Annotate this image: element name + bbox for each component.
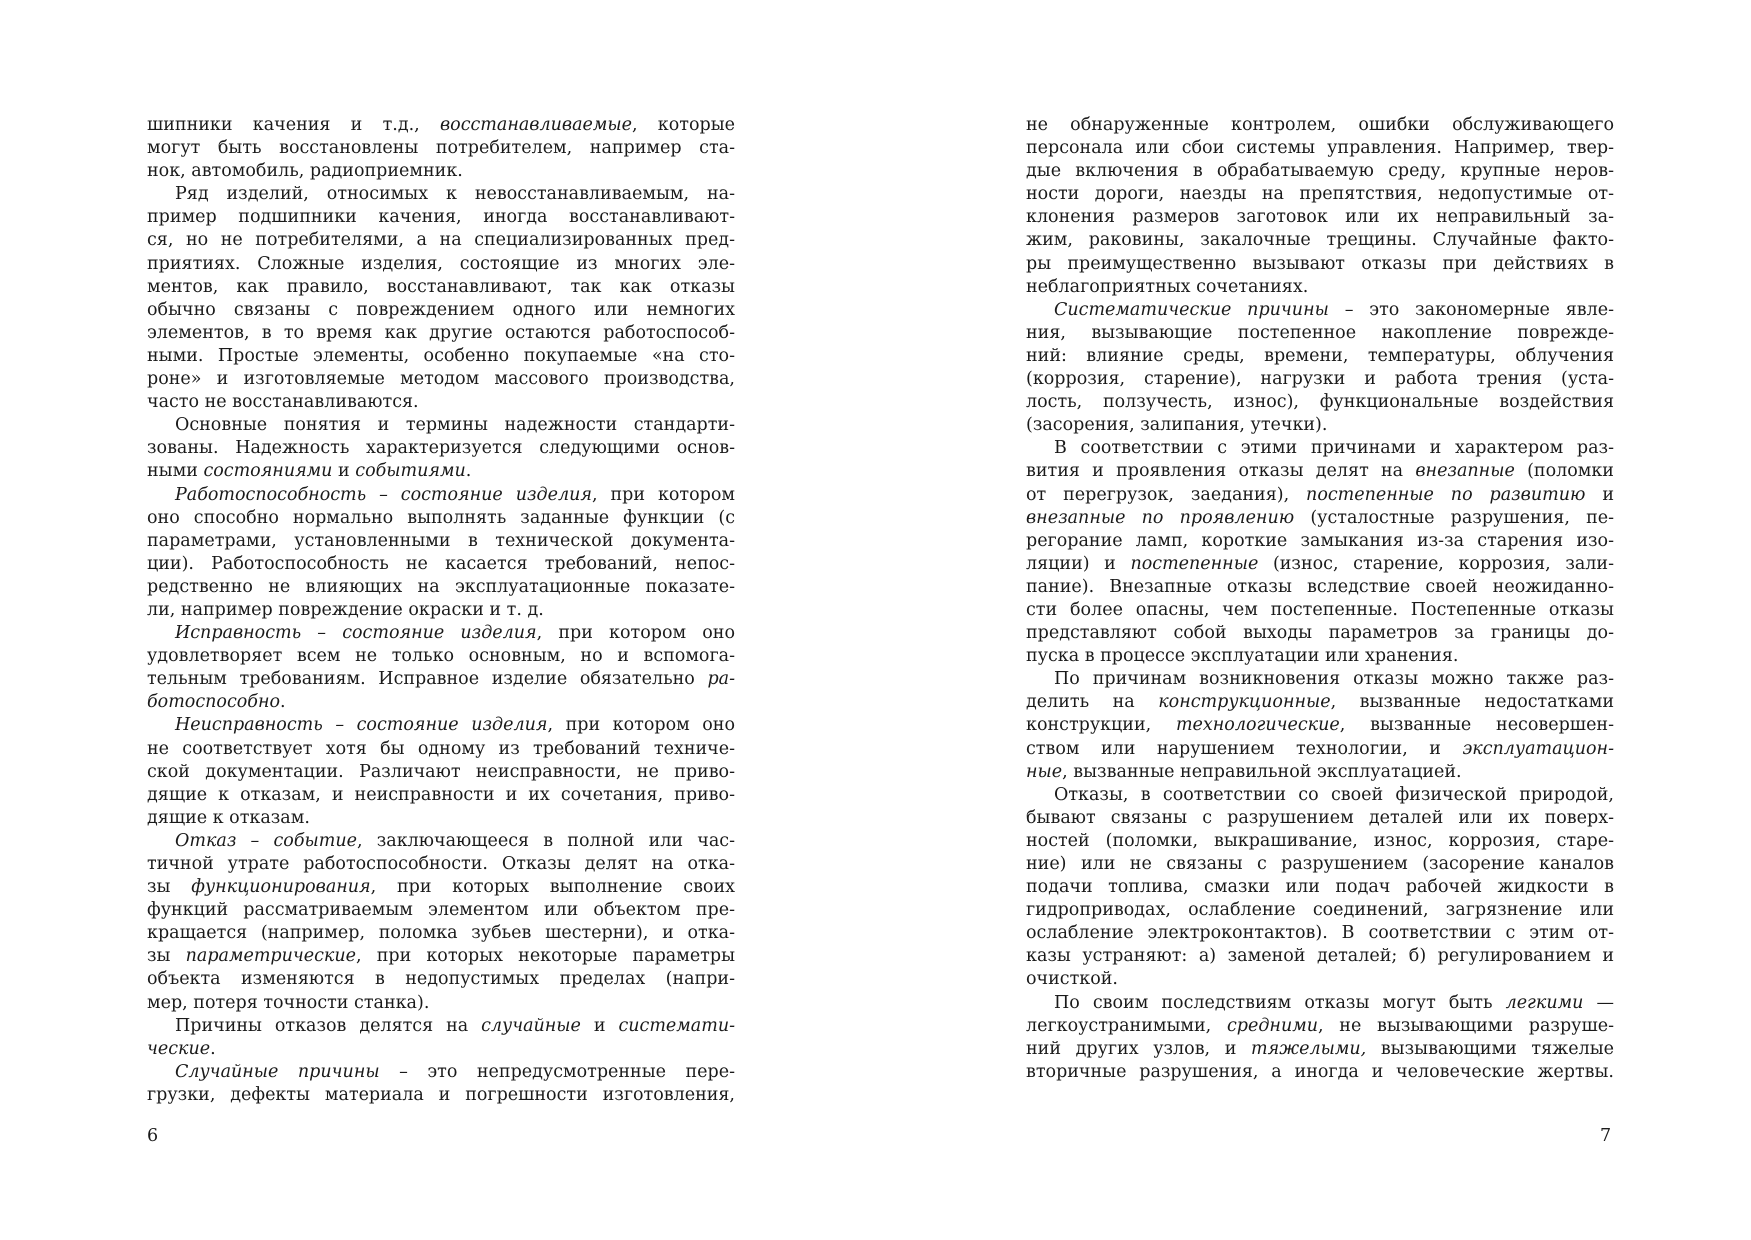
- text-run: объекта изменяются в недопустимых пределах (напри-: [147, 969, 735, 990]
- text-run: пуска в процессе эксплуатации или хранения.: [1026, 646, 1459, 667]
- text-line: [147, 299, 735, 322]
- text-run: гидроприводах, ослабление соединений, загрязнение или: [1026, 900, 1614, 921]
- text-run: не обнаруженные контролем, ошибки обслуживающего: [1026, 115, 1614, 135]
- text-line: [1026, 899, 1614, 922]
- text-run: ности дороги, наезды на препятствия, недопустимые от-: [1026, 184, 1614, 205]
- text-run: роне» и изготовляемые методом массового производства,: [147, 369, 735, 390]
- text-line: [147, 160, 735, 183]
- text-run: зы: [147, 877, 192, 898]
- text-line: [1026, 784, 1614, 807]
- text-line: [147, 484, 735, 507]
- text-line: [1026, 1061, 1614, 1084]
- text-line: [147, 622, 735, 645]
- text-line: [1026, 345, 1614, 368]
- text-line: [1026, 853, 1614, 876]
- text-line: [1026, 253, 1614, 276]
- text-run: ры преимущественно вызывают отказы при действиях в: [1026, 253, 1614, 274]
- text-run: .: [280, 692, 286, 713]
- text-run: Ряд изделий, относимых к невосстанавливаемым, на-: [175, 184, 735, 205]
- italic-term: внезапные по проявлению: [1026, 507, 1295, 528]
- text-run: ными. Простые элементы, особенно покупаемые «на сто-: [147, 345, 735, 366]
- text-run: —: [1583, 992, 1614, 1013]
- italic-term: конструкционные: [1158, 692, 1331, 713]
- text-run: (поломки: [1514, 461, 1614, 482]
- text-run: , заключающееся в полной или час-: [356, 830, 735, 851]
- text-run: (засорения, залипания, утечки).: [1026, 415, 1328, 436]
- text-run: пример подшипники качения, иногда восстанавливают-: [147, 207, 735, 228]
- text-run: часто не восстанавливаются.: [147, 392, 419, 413]
- text-run: и: [580, 1015, 619, 1036]
- text-run: (коррозия, старение), нагрузки и работа трения (уста-: [1026, 369, 1614, 390]
- text-run: подачи топлива, смазки или подач рабочей жидкости в: [1026, 877, 1614, 898]
- text-run: , вызванные недостатками: [1330, 692, 1614, 713]
- text-line: [147, 691, 735, 714]
- text-run: В соответствии с этими причинами и характером раз-: [1054, 438, 1614, 459]
- text-run: вторичные разрушения, а иногда и человеческие жертвы.: [1026, 1061, 1614, 1082]
- italic-term: Исправность – состояние изделия: [175, 623, 537, 644]
- text-line: [1026, 137, 1614, 160]
- text-run: параметрами, установленными в технической документа-: [147, 530, 735, 551]
- text-run: регорание ламп, короткие замыкания из-за старения изо-: [1026, 530, 1614, 551]
- text-line: [1026, 368, 1614, 391]
- text-line: [1026, 553, 1614, 576]
- text-line: [1026, 1038, 1614, 1061]
- text-line: [147, 1061, 735, 1084]
- text-line: [1026, 945, 1614, 968]
- text-line: [1026, 114, 1614, 137]
- text-line: [147, 229, 735, 252]
- text-run: конструкции,: [1026, 715, 1176, 736]
- text-run: , вызванные неправильной эксплуатацией.: [1062, 761, 1462, 782]
- text-run: , которые: [632, 115, 735, 135]
- text-run: ными: [147, 461, 204, 482]
- italic-term: системати-: [618, 1015, 735, 1036]
- text-line: [147, 253, 735, 276]
- text-line: [1026, 992, 1614, 1015]
- text-line: [1026, 714, 1614, 737]
- text-run: персонала или сбои системы управления. Например, твер-: [1026, 138, 1614, 159]
- italic-term: ботоспособно: [147, 692, 281, 713]
- text-line: [147, 853, 735, 876]
- text-run: делить на: [1026, 692, 1159, 713]
- text-line: [1026, 206, 1614, 229]
- italic-term: функционирования: [191, 877, 371, 898]
- text-run: мер, потеря точности станка).: [147, 992, 430, 1013]
- text-run: оно способно нормально выполнять заданные функции (с: [147, 507, 735, 528]
- text-line: [147, 322, 735, 345]
- text-run: , при которых выполнение своих: [370, 877, 735, 898]
- text-line: [1026, 484, 1614, 507]
- text-line: [147, 645, 735, 668]
- text-line: [1026, 830, 1614, 853]
- text-line: [147, 945, 735, 968]
- text-run: дящие к отказам, и неисправности и их сочетания, приво-: [147, 784, 735, 805]
- text-run: ний: влияние среды, времени, температуры, облучения: [1026, 345, 1614, 366]
- italic-term: постепенные по развитию: [1306, 484, 1586, 505]
- text-run: Основные понятия и термины надежности стандарти-: [175, 415, 735, 436]
- page-number: 6: [147, 1126, 159, 1146]
- text-run: Отказы, в соответствии со своей физической природой,: [1054, 784, 1614, 805]
- text-line: [147, 437, 735, 460]
- text-run: тельным требованиям. Исправное изделие обязательно: [147, 669, 708, 690]
- text-line: [147, 137, 735, 160]
- italic-term: эксплуатацион-: [1462, 738, 1614, 759]
- text-run: (износ, старение, коррозия, зали-: [1258, 553, 1614, 574]
- italic-term: состояниями: [203, 461, 333, 482]
- text-run: нок, автомобиль, радиоприемник.: [147, 161, 463, 182]
- text-line: [147, 414, 735, 437]
- text-run: зованы. Надежность характеризуется следующими основ-: [147, 438, 735, 459]
- text-line: [1026, 645, 1614, 668]
- text-line: [1026, 876, 1614, 899]
- text-run: и: [1585, 484, 1614, 505]
- text-run: , при котором: [591, 484, 735, 505]
- italic-term: случайные: [481, 1015, 581, 1036]
- text-line: [147, 968, 735, 991]
- italic-term: внезапные: [1415, 461, 1515, 482]
- text-run: лость, ползучесть, износ), функциональные воздействия: [1026, 392, 1614, 413]
- text-line: [147, 784, 735, 807]
- text-run: , при котором оно: [547, 715, 736, 736]
- text-line: [1026, 807, 1614, 830]
- text-line: [1026, 1015, 1614, 1038]
- text-line: [1026, 322, 1614, 345]
- text-run: .: [210, 1038, 216, 1059]
- text-run: ослабление электроконтактов). В соответствии с этим от-: [1026, 923, 1614, 944]
- text-line: [147, 1015, 735, 1038]
- text-line: [147, 807, 735, 830]
- text-run: кращается (например, поломка зубьев шестерни), и отка-: [147, 923, 735, 944]
- text-run: сти более опасны, чем постепенные. Постепенные отказы: [1026, 599, 1614, 620]
- text-run: от перегрузок, заедания),: [1026, 484, 1307, 505]
- text-run: – это непредусмотренные пере-: [379, 1061, 735, 1082]
- text-line: [147, 183, 735, 206]
- text-line: [1026, 691, 1614, 714]
- text-line: [147, 1038, 735, 1061]
- text-run: тичной утрате работоспособности. Отказы делят на отка-: [147, 854, 735, 874]
- text-run: представляют собой выходы параметров за границы до-: [1026, 623, 1614, 644]
- italic-term: легкими: [1505, 992, 1584, 1013]
- text-run: дые включения в обрабатываемую среду, крупные неров-: [1026, 161, 1614, 182]
- text-line: [147, 391, 735, 414]
- text-run: ментов, как правило, восстанавливают, так как отказы: [147, 276, 735, 297]
- text-line: [147, 761, 735, 784]
- text-line: [1026, 437, 1614, 460]
- text-line: [147, 345, 735, 368]
- text-run: ляции) и: [1026, 553, 1131, 574]
- text-run: – это закономерные явле-: [1328, 299, 1614, 320]
- text-line: [1026, 299, 1614, 322]
- text-line: [147, 530, 735, 553]
- text-line: [147, 738, 735, 761]
- text-line: [147, 460, 735, 483]
- text-run: очисткой.: [1026, 969, 1118, 990]
- text-line: [1026, 922, 1614, 945]
- text-line: [1026, 160, 1614, 183]
- italic-term: восстанавливаемые: [439, 115, 632, 135]
- text-run: , при которых некоторые параметры: [356, 946, 735, 967]
- text-line: [147, 276, 735, 299]
- text-line: [1026, 414, 1614, 437]
- page-right: [876, 0, 1751, 1240]
- text-run: вызывающими тяжелые: [1366, 1038, 1615, 1059]
- text-line: [1026, 599, 1614, 622]
- text-line: [1026, 530, 1614, 553]
- text-run: не соответствует хотя бы одному из требований техниче-: [147, 738, 735, 759]
- text-line: [147, 368, 735, 391]
- text-run: редственно не влияющих на эксплуатационные показате-: [147, 576, 735, 597]
- italic-term: ческие: [147, 1038, 211, 1059]
- text-run: По своим последствиям отказы могут быть: [1054, 992, 1506, 1013]
- text-run: удовлетворяет всем не только основным, но и вспомога-: [147, 646, 735, 667]
- text-line: [1026, 668, 1614, 691]
- text-line: [1026, 507, 1614, 530]
- text-run: функций рассматриваемым элементом или объектом пре-: [147, 900, 735, 921]
- text-line: [1026, 968, 1614, 991]
- text-line: [147, 899, 735, 922]
- italic-term: постепенные: [1130, 553, 1259, 574]
- text-line: [147, 714, 735, 737]
- text-line: [147, 114, 735, 137]
- text-line: [147, 507, 735, 530]
- text-line: [147, 1084, 735, 1107]
- page-number: 7: [1600, 1126, 1612, 1146]
- page-left: [0, 0, 875, 1240]
- italic-term: средними: [1226, 1015, 1318, 1036]
- text-run: дящие к отказам.: [147, 807, 310, 828]
- text-line: [147, 576, 735, 599]
- text-run: пание). Внезапные отказы вследствие своей неожиданно-: [1026, 576, 1614, 597]
- text-run: грузки, дефекты материала и погрешности изготовления,: [147, 1084, 735, 1105]
- text-run: легкоустранимыми,: [1026, 1015, 1227, 1036]
- text-run: Причины отказов делятся на: [175, 1015, 482, 1036]
- text-run: зы: [147, 946, 186, 967]
- italic-term: Случайные причины: [175, 1061, 380, 1082]
- text-line: [1026, 229, 1614, 252]
- italic-term: Отказ – событие: [175, 830, 357, 851]
- text-run: шипники качения и т.д.,: [147, 115, 440, 135]
- italic-term: ные: [1026, 761, 1063, 782]
- text-line: [1026, 622, 1614, 645]
- text-line: [147, 206, 735, 229]
- text-line: [1026, 460, 1614, 483]
- text-run: элементов, в то время как другие остаются работоспособ-: [147, 322, 735, 343]
- text-line: [147, 599, 735, 622]
- text-run: ли, например повреждение окраски и т. д.: [147, 599, 544, 620]
- text-line: [1026, 183, 1614, 206]
- text-run: ний других узлов, и: [1026, 1038, 1252, 1059]
- italic-term: технологические: [1175, 715, 1340, 736]
- text-run: , вызванные несовершен-: [1339, 715, 1615, 736]
- text-run: клонения размеров заготовок или их неправильный за-: [1026, 207, 1614, 228]
- text-line: [1026, 761, 1614, 784]
- text-run: (усталостные разрушения, пе-: [1294, 507, 1615, 528]
- text-run: жим, раковины, закалочные трещины. Случайные факто-: [1026, 230, 1614, 251]
- text-line: [1026, 391, 1614, 414]
- text-column: [1026, 114, 1614, 1084]
- text-line: [147, 992, 735, 1015]
- italic-term: Систематические причины: [1054, 299, 1329, 320]
- text-line: [1026, 576, 1614, 599]
- text-run: и: [332, 461, 356, 482]
- text-line: [147, 922, 735, 945]
- text-run: .: [465, 461, 472, 482]
- italic-term: ра-: [707, 669, 735, 690]
- text-run: ностей (поломки, выкрашивание, износ, коррозия, старе-: [1026, 830, 1614, 851]
- text-line: [147, 553, 735, 576]
- text-line: [147, 876, 735, 899]
- italic-term: параметрические: [185, 946, 357, 967]
- italic-term: событиями: [355, 461, 466, 482]
- text-line: [1026, 276, 1614, 299]
- text-run: , при котором оно: [536, 623, 735, 644]
- text-run: неблагоприятных сочетаниях.: [1026, 276, 1309, 297]
- text-run: ством или нарушением технологии, и: [1026, 738, 1463, 759]
- text-run: приятиях. Сложные изделия, состоящие из многих эле-: [147, 253, 735, 274]
- text-run: казы устраняют: а) заменой деталей; б) регулированием и: [1026, 946, 1614, 967]
- text-run: ся, но не потребителями, а на специализированных пред-: [147, 230, 735, 251]
- text-line: [147, 830, 735, 853]
- text-line: [1026, 738, 1614, 761]
- text-run: ции). Работоспособность не касается требований, непос-: [147, 553, 735, 574]
- text-run: ской документации. Различают неисправности, не приво-: [147, 761, 735, 782]
- text-line: [147, 668, 735, 691]
- text-run: вития и проявления отказы делят на: [1026, 461, 1416, 482]
- text-column: [147, 114, 735, 1107]
- italic-term: тяжелыми,: [1251, 1038, 1367, 1059]
- text-run: могут быть восстановлены потребителем, например ста-: [147, 138, 735, 159]
- text-run: ния, вызывающие постепенное накопление поврежде-: [1026, 322, 1614, 343]
- text-run: бывают связаны с разрушением деталей или их поверх-: [1026, 807, 1614, 828]
- text-run: ние) или не связаны с разрушением (засорение каналов: [1026, 854, 1614, 874]
- italic-term: Работоспособность – состояние изделия: [175, 484, 592, 505]
- italic-term: Неисправность – состояние изделия: [175, 715, 548, 736]
- text-run: По причинам возникновения отказы можно также раз-: [1054, 669, 1614, 690]
- text-run: обычно связаны с повреждением одного или немногих: [147, 299, 735, 320]
- text-run: , не вызывающими разруше-: [1318, 1015, 1614, 1036]
